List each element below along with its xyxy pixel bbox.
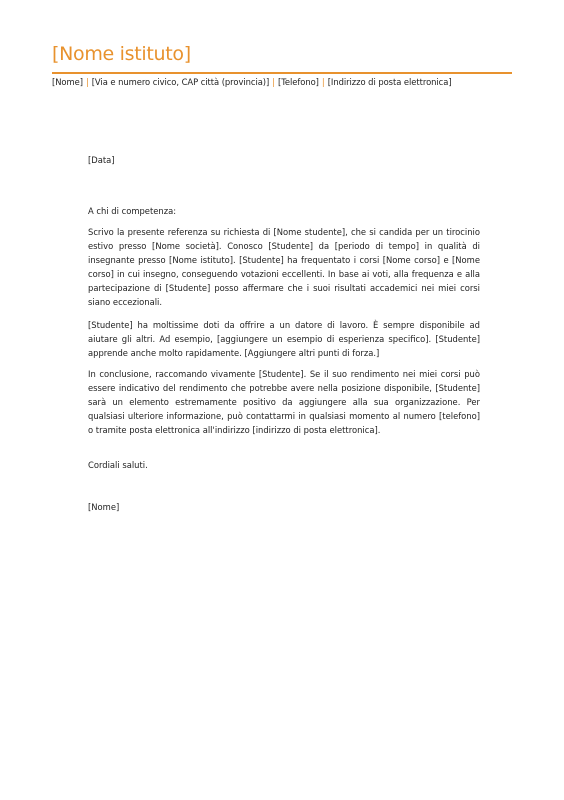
letter-paragraph-2 — [88, 318, 480, 360]
paragraph-text: In conclusione, raccomando vivamente [Studente]. Se il suo rendimento nei miei corsi può essere indicativo del rendimento che potrebbe avere nella posizione disponibile, [Studente] sarà un elemento estremamente positivo da aggiungere alla sua organizzazione. Per qualsiasi ulteriore informazione, può contattarmi in qualsiasi momento al numero [telefono] o tramite posta elettronica all'indirizzo [indirizzo di posta elettronica]. — [88, 369, 480, 436]
contact-separator: | — [272, 77, 276, 87]
header-divider — [52, 72, 512, 74]
letter-signature: [Nome] — [88, 502, 120, 512]
letter-salutation: A chi di competenza: — [88, 206, 177, 216]
letter-paragraph-3 — [88, 367, 480, 437]
contact-address: [Via e numero civico, CAP città (provincia)] — [91, 77, 270, 87]
contact-phone: [Telefono] — [278, 77, 319, 87]
contact-email: [Indirizzo di posta elettronica] — [327, 77, 452, 87]
letter-paragraph-1 — [88, 225, 480, 310]
paragraph-text: Scrivo la presente referenza su richiesta di [Nome studente], che si candida per un tirocinio estivo presso [Nome società]. Conosco [Studente] da [periodo di tempo] in qualità di insegnante presso [Nome istituto]. [Studente] ha frequentato i corsi [Nome corso] e [Nome corso] in cui insegno, conseguendo votazioni eccellenti. In base ai voti, alla frequenza e alla partecipazione di [Studente] posso affermare che i suoi risultati accademici nei miei corsi siano eccezionali. — [88, 227, 480, 308]
letter-closing: Cordiali saluti. — [88, 460, 148, 470]
institution-name: [Nome istituto] — [52, 43, 191, 65]
contact-name: [Nome] — [52, 77, 83, 87]
contact-separator: | — [85, 77, 89, 87]
paragraph-text: [Studente] ha moltissime doti da offrire a un datore di lavoro. È sempre disponibile ad aiutare gli altri. Ad esempio, [aggiungere un esempio di esperienza specifico]. [Studente] apprende anche molto rapidamente. [Aggiungere altri punti di forza.] — [88, 320, 480, 359]
letter-date: [Data] — [88, 155, 115, 165]
contact-line — [52, 77, 512, 87]
contact-separator: | — [321, 77, 325, 87]
